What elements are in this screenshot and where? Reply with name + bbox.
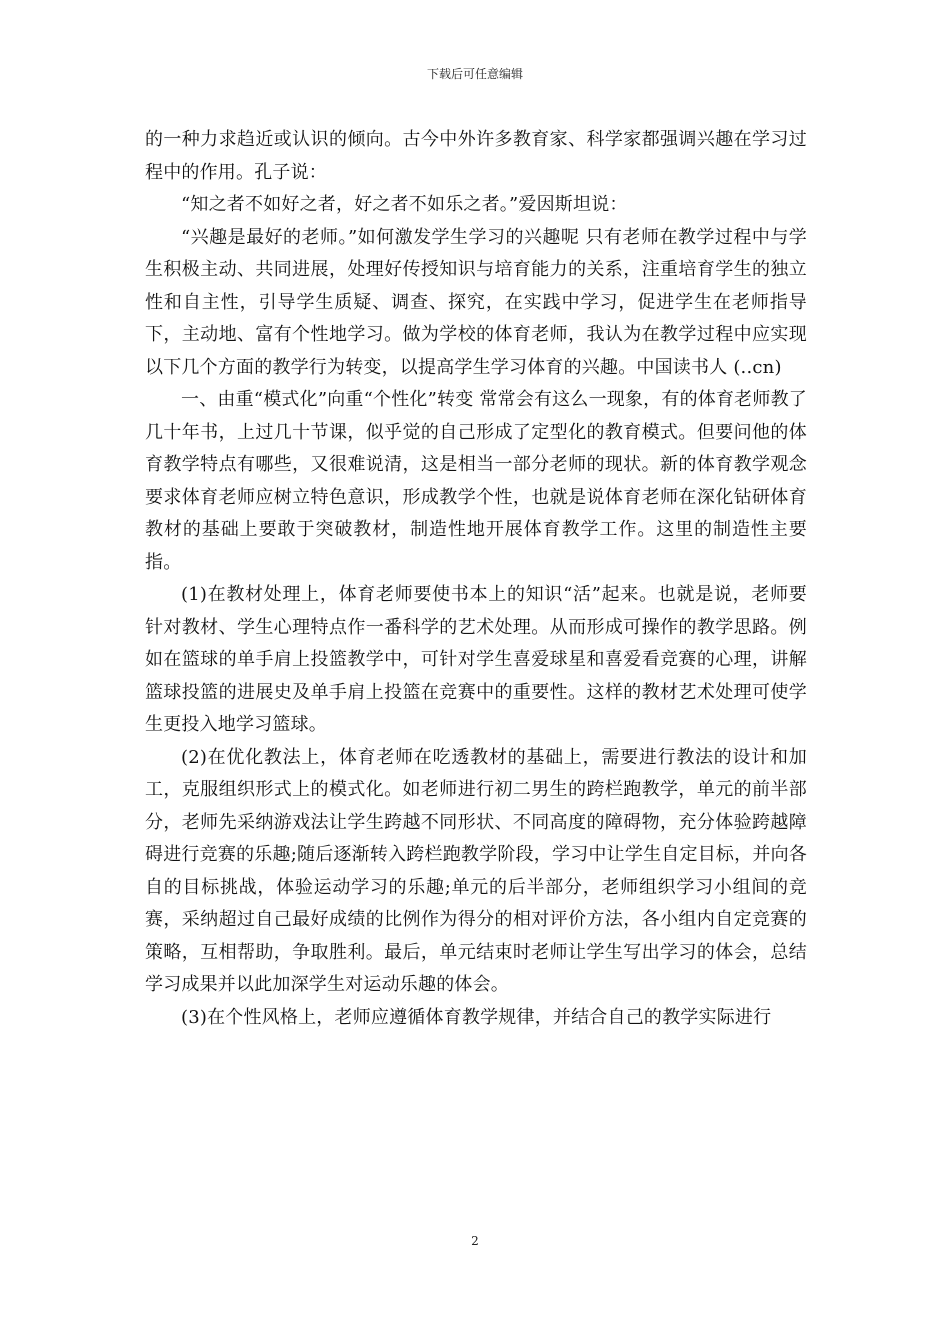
paragraph-section-one: 一、由重“模式化”向重“个性化”转变 常常会有这么一现象，有的体育老师教了几十年书，上过几十节课，似乎觉的自己形成了定型化的教育模式。但要问他的体育教学特点有哪些，又很难说清，这是相当一部分老师的现状。新的体育教学观念要求体育老师应树立特色意识，形成教学个性，也就是说体育老师在深化钻研体育教材的基础上要敢于突破教材，制造性地开展体育教学工作。这里的制造性主要指。 [145, 389, 807, 573]
paragraph-point-3: (3)在个性风格上，老师应遵循体育教学规律，并结合自己的教学实际进行 [181, 1006, 772, 1028]
paragraph-confucius-quote: “知之者不如好之者，好之者不如乐之者。”爱因斯坦说： [181, 194, 628, 215]
document-body [145, 124, 807, 1034]
page-header-note: 下载后可任意编辑 [426, 67, 523, 81]
paragraph-continuation: 的一种力求趋近或认识的倾向。古今中外许多教育家、科学家都强调兴趣在学习过程中的作用。孔子说： [145, 129, 807, 183]
paragraph-point-1: (1)在教材处理上，体育老师要使书本上的知识“活”起来。也就是说，老师要针对教材、学生心理特点作一番科学的艺术处理。从而形成可操作的教学思路。例如在篮球的单手肩上投篮教学中，可针对学生喜爱球星和喜爱看竞赛的心理，讲解篮球投篮的进展史及单手肩上投篮在竞赛中的重要性。这样的教材艺术处理可使学生更投入地学习篮球。 [145, 584, 807, 735]
paragraph-einstein-quote: “兴趣是最好的老师。”如何激发学生学习的兴趣呢 只有老师在教学过程中与学生积极主动、共同进展，处理好传授知识与培育能力的关系，注重培育学生的独立性和自主性，引导学生质疑、调查、探究，在实践中学习，促进学生在老师指导下，主动地、富有个性地学习。做为学校的体育老师，我认为在教学过程中应实现以下几个方面的教学行为转变，以提高学生学习体育的兴趣。中国读书人 (..cn) [145, 226, 807, 378]
page-number: 2 [471, 1234, 479, 1248]
paragraph-point-2: (2)在优化教法上，体育老师在吃透教材的基础上，需要进行教法的设计和加工，克服组织形式上的模式化。如老师进行初二男生的跨栏跑教学，单元的前半部分，老师先采纳游戏法让学生跨越不同形状、不同高度的障碍物，充分体验跨越障碍进行竞赛的乐趣;随后逐渐转入跨栏跑教学阶段，学习中让学生自定目标，并向各自的目标挑战，体验运动学习的乐趣;单元的后半部分，老师组织学习小组间的竞赛，采纳超过自己最好成绩的比例作为得分的相对评价方法，各小组内自定竞赛的策略，互相帮助，争取胜利。最后，单元结束时老师让学生写出学习的体会，总结学习成果并以此加深学生对运动乐趣的体会。 [145, 746, 807, 995]
